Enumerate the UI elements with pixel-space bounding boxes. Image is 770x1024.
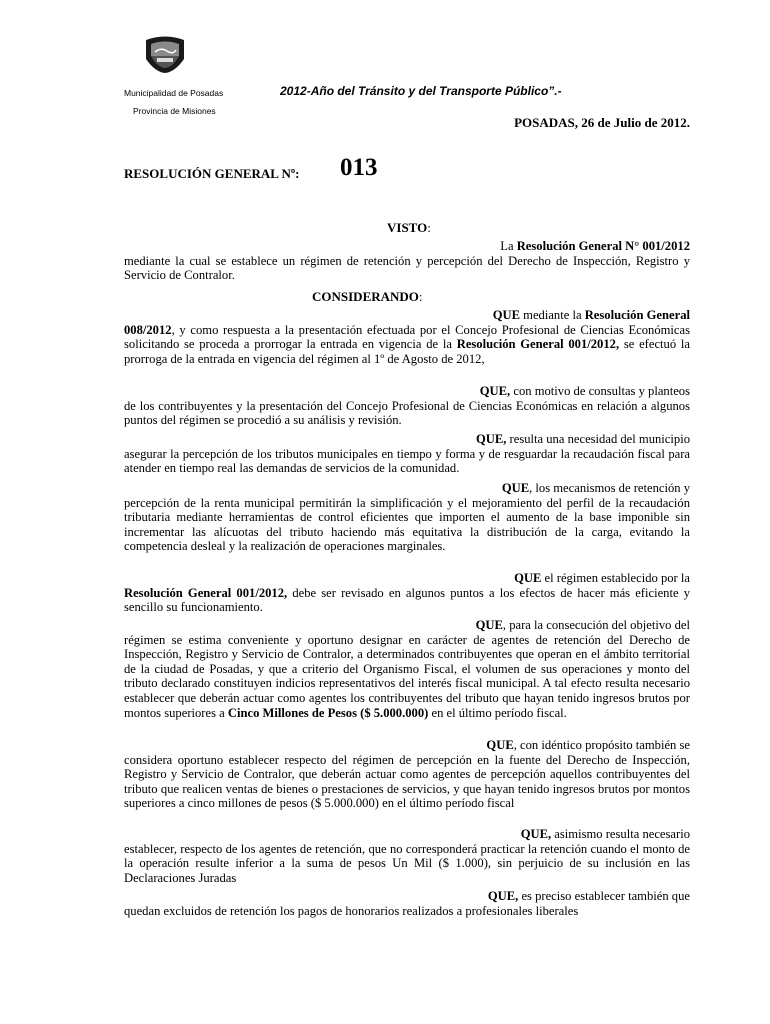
resolution-label: RESOLUCIÓN GENERAL Nº: [124,166,300,181]
year-motto: 2012-Año del Tránsito y del Transporte Público”.- [280,84,562,98]
considerando-paragraph-6: QUE, para la consecución del objetivo del régimen se estima conveniente y oportuno designar en carácter de agentes de retención del Derecho de Inspección, Registro y Servicio de Contralor, a determinados contribuyentes que operan en el ámbito territorial de la ciudad de Posadas, y que a criterio del Organismo Fiscal, el volumen de sus operaciones y monto del tributo declarado constituyen indicios representativos del interés fiscal municipal. A tal efecto resulta necesario establecer que deberán actuar como agentes los contribuyentes del tributo que hayan tenido ingresos brutos por montos superiores a Cinco Millones de Pesos ($ 5.000.000) en el último período fiscal. [124,618,690,720]
considerando-paragraph-8: QUE, asimismo resulta necesario establecer, respecto de los agentes de retención, que no corresponderá practicar la retención cuando el monto de la operación resulte inferior a la suma de pesos Un Mil ($ 1.000), sin perjuicio de su inclusión en las Declaraciones Juradas [124,827,690,885]
visto-paragraph: La Resolución General N° 001/2012 mediante la cual se establece un régimen de retención y percepción del Derecho de Inspección, Registro y Servicio de Contralor. [124,239,690,283]
considerando-heading: CONSIDERANDO: [312,289,423,304]
considerando-paragraph-1: QUE mediante la Resolución General 008/2012, y como respuesta a la presentación efectuada por el Concejo Profesional de Ciencias Económicas solicitando se proceda a prorrogar la entrada en vigencia de la Resolución General 001/2012, se efectuó la prorroga de la entrada en vigencia del régimen al 1º de Agosto de 2012, [124,308,690,366]
considerando-paragraph-7: QUE, con idéntico propósito también se considera oportuno establecer respecto del régimen de percepción en la fuente del Derecho de Inspección, Registro y Servicio de Contralor, que deberán actuar como agentes de percepción aquellos contribuyentes del tributo que realicen ventas de bienes o prestaciones de servicios, y que hayan tenido ingresos brutos por montos superiores a cinco millones de pesos ($ 5.000.000) en el último período fiscal [124,738,690,811]
considerando-paragraph-9: QUE, es preciso establecer también que quedan excluidos de retención los pagos de honorarios realizados a profesionales liberales [124,889,690,918]
considerando-paragraph-2: QUE, con motivo de consultas y planteos de los contribuyentes y la presentación del Concejo Profesional de Ciencias Económicas en relación a algunos puntos del régimen se procedió a su análisis y revisión. [124,384,690,428]
document-date: POSADAS, 26 de Julio de 2012. [514,115,690,130]
municipality-name: Municipalidad de Posadas [124,88,224,98]
municipal-seal-logo [143,34,187,74]
province-name: Provincia de Misiones [133,106,216,116]
considerando-paragraph-4: QUE, los mecanismos de retención y percepción de la renta municipal permitirán la simplificación y el mejoramiento del perfil de la recaudación tributaria mediante herramientas de control eficientes que importen el aumento de la base imponible sin incrementar las alícuotas del tributo haciendo más equitativa la distribución de la carga, evitando la competencia desleal y la realización de operaciones marginales. [124,481,690,554]
visto-heading: VISTO: [387,220,431,235]
resolution-number: 013 [340,154,378,181]
considerando-paragraph-5: QUE el régimen establecido por la Resolución General 001/2012, debe ser revisado en algunos puntos a los efectos de hacer más eficiente y sencillo su funcionamiento. [124,571,691,615]
considerando-paragraph-3: QUE, resulta una necesidad del municipio asegurar la percepción de los tributos municipales en tiempo y forma y de resguardar la recaudación fiscal para atender en tiempo real las demandas de servicios de la comunidad. [124,432,690,476]
